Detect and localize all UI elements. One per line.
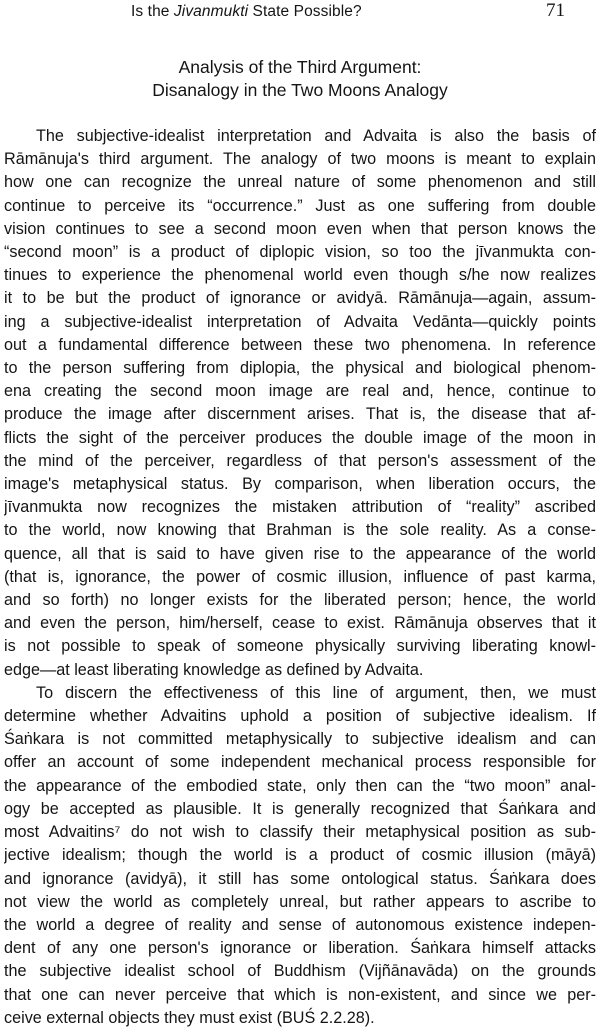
text-line: and so forth) no longer exists for the liberated person; hence, the world <box>4 591 596 610</box>
section-heading <box>0 56 600 102</box>
text-line: image's metaphysical status. By comparison, when liberation occurs, the <box>4 475 596 494</box>
running-head-prefix: Is the <box>131 3 174 20</box>
running-head-italic: Jivanmukti <box>173 3 249 20</box>
text-line: offer an account of some independent mechanical process responsible for <box>4 753 596 772</box>
text-line: out a fundamental difference between these two phenomena. In reference <box>4 335 596 354</box>
text-line: and even the person, him/herself, cease to exist. Rāmānuja observes that it <box>4 614 596 633</box>
text-line: jective idealism; though the world is a product of cosmic illusion (māyā) <box>4 846 596 865</box>
text-line: how one can recognize the unreal nature of some phenomenon and still <box>4 173 596 192</box>
text-line: vision continues to see a second moon even when that person knows the <box>4 219 596 238</box>
running-head-suffix: State Possible? <box>248 3 362 20</box>
paragraph-2 <box>4 682 596 1030</box>
text-line: (that is, ignorance, the power of cosmic illusion, influence of past karma, <box>4 567 596 586</box>
text-line: to the world, now knowing that Brahman is the sole reality. As a conse- <box>4 521 596 540</box>
text-line: the appearance of the embodied state, only then can the “two moon” anal- <box>4 776 596 795</box>
text-line: the world a degree of reality and sense of autonomous existence indepen- <box>4 915 596 934</box>
text-line: dent of any one person's ignorance or liberation. Śaṅkara himself attacks <box>4 939 596 958</box>
text-line: the subjective idealist school of Buddhism (Vijñānavāda) on the grounds <box>4 962 596 981</box>
text-line: continue to perceive its “occurrence.” Just as one suffering from double <box>4 196 596 215</box>
text-line: To discern the effectiveness of this line of argument, then, we must <box>36 683 596 702</box>
text-line: The subjective-idealist interpretation and Advaita is also the basis of <box>36 127 596 145</box>
text-line: ena creating the second moon image are real and, hence, continue to <box>4 382 596 401</box>
text-line: ogy be accepted as plausible. It is generally recognized that Śaṅkara and <box>4 799 596 818</box>
text-line: it to be but the product of ignorance or avidyā. Rāmānuja—again, assum- <box>4 289 596 308</box>
paragraph-1 <box>4 125 596 682</box>
text-line: not view the world as completely unreal, but rather appears to ascribe to <box>4 892 596 911</box>
text-line: tinues to experience the phenomenal world even though s/he now realizes <box>4 266 596 285</box>
text-line: ceive external objects they must exist (BUŚ 2.2.28). <box>4 1008 375 1027</box>
page-number: 71 <box>546 0 565 21</box>
text-line: determine whether Advaitins uphold a position of subjective idealism. If <box>4 707 596 726</box>
section-title-line1: Analysis of the Third Argument: <box>178 57 422 77</box>
text-line: Śaṅkara is not committed metaphysically to subjective idealism and can <box>4 730 596 749</box>
running-head <box>131 3 362 21</box>
text-line: quence, all that is said to have given rise to the appearance of the world <box>4 544 596 563</box>
text-line: jīvanmukta now recognizes the mistaken attribution of “reality” ascribed <box>4 498 596 517</box>
body-text <box>4 125 596 1030</box>
text-line: ing a subjective-idealist interpretation of Advaita Vedānta—quickly points <box>4 312 596 331</box>
text-line: “second moon” is a product of diplopic vision, so too the jīvanmukta con- <box>4 243 596 262</box>
text-line: most Advaitins⁷ do not wish to classify their metaphysical position as sub- <box>4 823 596 842</box>
text-line: flicts the sight of the perceiver produces the double image of the moon in <box>4 428 596 447</box>
text-line: edge—at least liberating knowledge as defined by Advaita. <box>4 660 424 679</box>
text-line: produce the image after discernment arises. That is, the disease that af- <box>4 405 596 424</box>
text-line: the mind of the perceiver, regardless of that person's assessment of the <box>4 451 596 470</box>
section-title-line2: Disanalogy in the Two Moons Analogy <box>152 80 448 100</box>
text-line: to the person suffering from diplopia, the physical and biological phenom- <box>4 359 596 378</box>
text-line: Rāmānuja's third argument. The analogy of two moons is meant to explain <box>4 150 596 169</box>
text-line: and ignorance (avidyā), it still has some ontological status. Śaṅkara does <box>4 869 596 888</box>
text-line: is not possible to speak of someone physically surviving liberating knowl- <box>4 637 596 656</box>
text-line: that one can never perceive that which is non-existent, and since we per- <box>4 985 596 1004</box>
